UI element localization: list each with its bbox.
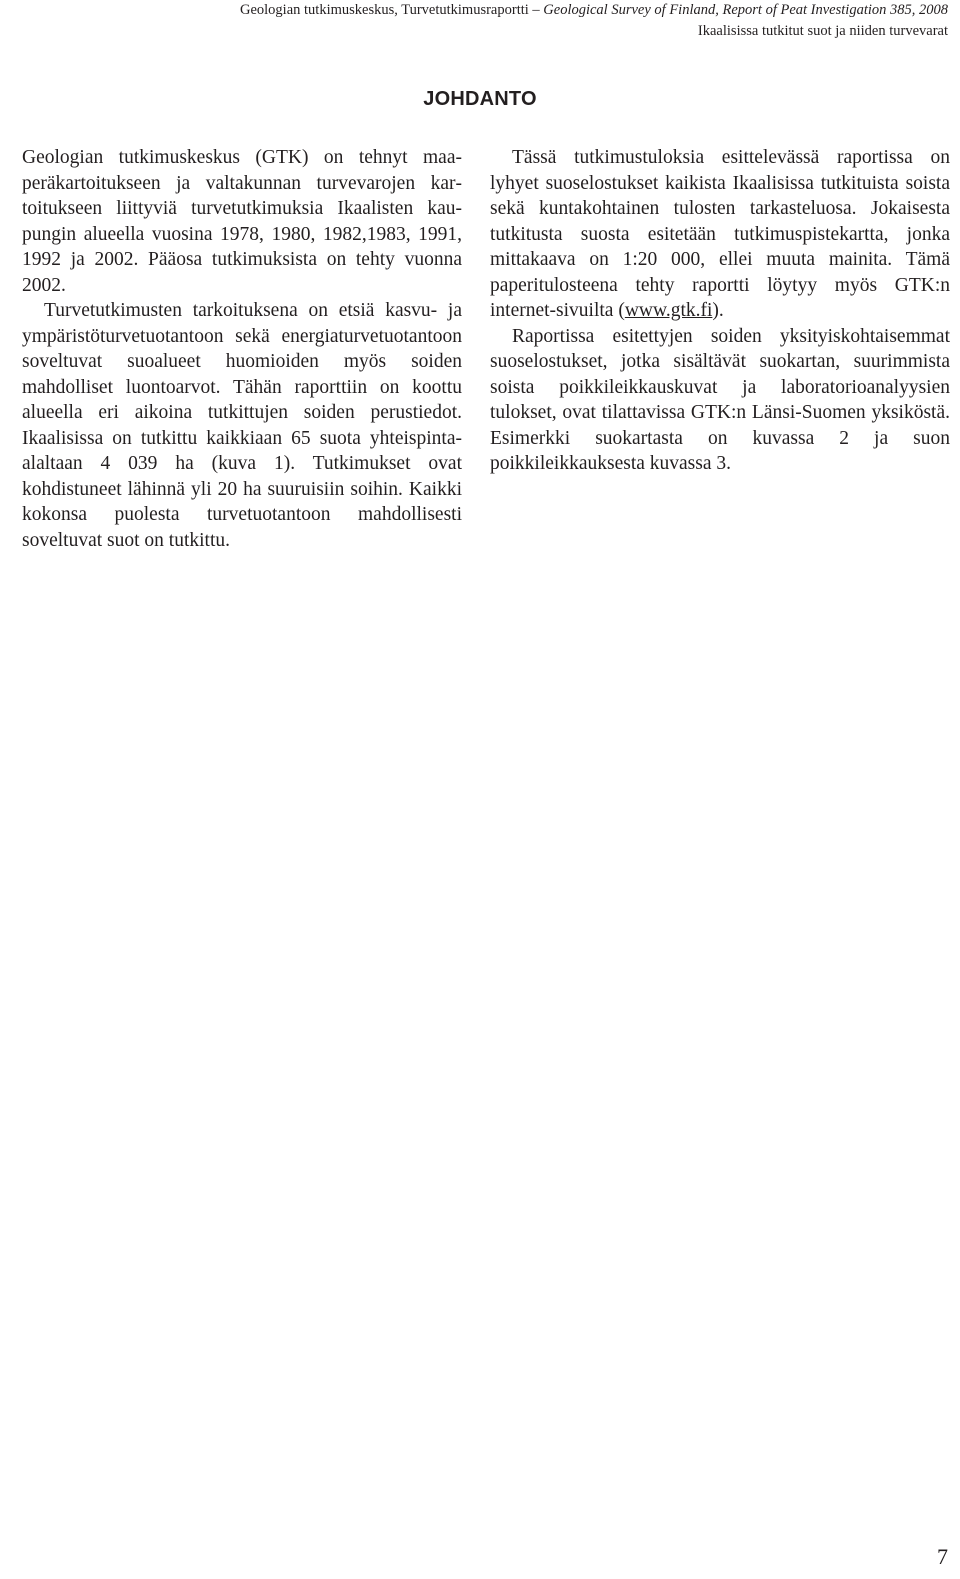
running-head <box>240 0 948 42</box>
running-head-title: Ikaalisissa tutkitut suot ja niiden turvevarat <box>697 23 948 39</box>
page-number: 7 <box>937 1544 948 1569</box>
left-paragraph-1: Geologian tutkimuskeskus (GTK) on tehnyt maaperäkartoitukseen ja valtakunnan turvevarojen kartoitukseen liittyviä turvetutkimuksia Ikaalisten kaupungin alueella vuosina 1978, 1980, 1982,1983, 1991, 1992 ja 2002. Pääosa tutkimuksista on tehty vuonna 2002. <box>22 147 462 296</box>
left-column <box>22 145 462 553</box>
gtk-website-link[interactable]: www.gtk.fi <box>624 300 713 321</box>
running-head-line1 <box>240 0 948 21</box>
right-paragraph-2: Raportissa esitettyjen soiden yksityiskohtaisemmat suoselostukset, jotka sisältävät suokartan, suurimmista soista poikkileikkauskuvat ja laboratorioanalyysien tulokset, ovat tilattavissa GTK:n Länsi-Suomen yksiköstä. Esimerkki suokartasta on kuvassa 2 ja suon poikkileikkauksesta kuvassa 3. <box>490 325 950 474</box>
right-paragraph-1-text: Tässä tutkimustuloksia esittelevässä raportissa on lyhyet suoselostukset kaikista Ikaalisissa tutkituista soista sekä kuntakohtainen tulosten tarkasteluosa. Jokaisesta tutkitusta suosta esitetään tutkimuspistekartta, jonka mittakaava on 1:20 000, ellei muuta mainita. Tämä paperitulosteena tehty raportti löytyy myös GTK:n internet-sivuilta ( <box>490 147 950 321</box>
right-column <box>490 145 950 477</box>
running-head-separator: – <box>528 2 544 18</box>
left-paragraph-2: Turvetutkimusten tarkoituksena on etsiä kasvu- ja ympäristöturvetuotantoon sekä energiaturvetuotantoon soveltuvat suoalueet huomioiden myös soiden mahdolliset luontoarvot. Tähän raporttiin on koottu alueella eri aikoina tutkittujen soiden perustiedot. Ikaalisissa on tutkittu kaikkiaan 65 suota yhteispinta-alaltaan 4 039 ha (kuva 1). Tutkimukset ovat kohdistuneet lähinnä yli 20 ha suuruisiin soihin. Kaikki kokonsa puolesta turvetuotantoon mahdollisesti soveltuvat suot on tutkittu. <box>22 300 462 551</box>
section-heading: JOHDANTO <box>423 88 537 110</box>
running-head-publisher: Geologian tutkimuskeskus, Turvetutkimusraportti <box>239 2 529 18</box>
running-head-series: Geological Survey of Finland, Report of Peat Investigation 385, 2008 <box>543 2 948 18</box>
right-paragraph-1 <box>490 145 950 324</box>
right-paragraph-1-end: ). <box>712 300 724 321</box>
